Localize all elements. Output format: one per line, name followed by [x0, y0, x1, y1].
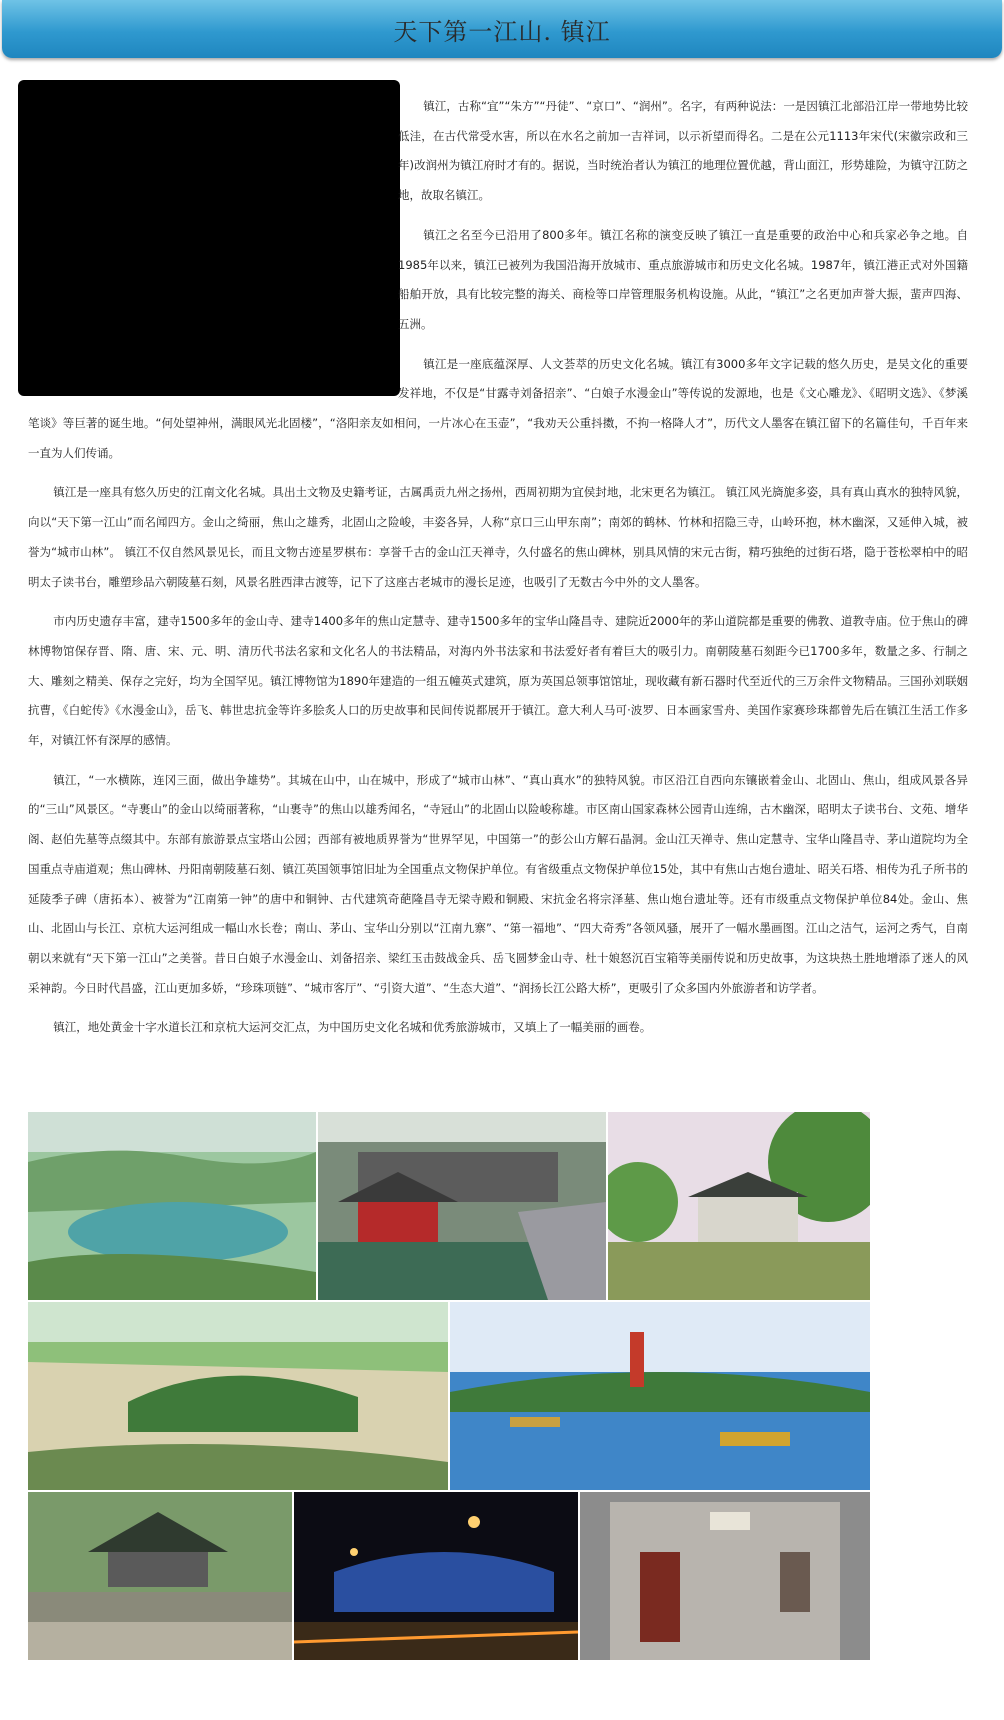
paragraph-6: 镇江，“一水横陈，连冈三面，做出争雄势”。其城在山中，山在城中，形成了“城市山林”、“真山真水”的独特风貌。市区沿江自西向东镶嵌着金山、北固山、焦山，组成风景各异的“三山”风景区。“寺裹山”的金山以绮丽著称，“山裹寺”的焦山以雄秀闻名，“寺冠山”的北固山以险峻称雄。市区南山国家森林公园青山连绵，古木幽深，昭明太子读书台、文苑、增华阁、赵伯先墓等点缀其中。东部有旅游景点宝塔山公园；西部有被地质界誉为“世界罕见，中国第一”的彭公山方解石晶洞。金山江天禅寺、焦山定慧寺、宝华山隆昌寺、茅山道院均为全国重点寺庙道观；焦山碑林、丹阳南朝陵墓石刻、镇江英国领事馆旧址为全国重点文物保护单位。有省级重点文物保护单位15处，其中有焦山古炮台遗址、昭关石塔、相传为孔子所书的延陵季子碑（唐拓本）、被誉为“江南第一钟”的唐中和铜钟、古代建筑奇葩隆昌寺无梁寺殿和铜殿、宋抗金名将宗泽墓、焦山炮台遗址等。还有市级重点文物保护单位84处。金山、焦山、北固山与长江、京杭大运河组成一幅山水长卷；南山、茅山、宝华山分别以“江南九寨”、“第一福地”、“四大奇秀”各领风骚，展开了一幅水墨画图。江山之洁气，运河之秀气，自南朝以来就有“天下第一江山”之美誉。昔日白娘子水漫金山、刘备招亲、梁红玉击鼓战金兵、岳飞圆梦金山寺、杜十娘怒沉百宝箱等美丽传说和历史故事，为这块热土胜地增添了迷人的风采神韵。今日时代昌盛，江山更加多娇，“珍珠项链”、“城市客厅”、“引资大道”、“生态大道”、“润扬长江公路大桥”，更吸引了众多国内外旅游者和访学者。: [28, 772, 968, 995]
photo-night-station: [294, 1492, 578, 1660]
paragraph-3: 镇江是一座底蕴深厚、人文荟萃的历史文化名城。镇江有3000多年文字记载的悠久历史，是吴文化的重要发祥地，不仅是“甘露寺刘备招亲”、“白娘子水漫金山”等传说的发源地，也是《文心雕龙》、《昭明文选》、《梦溪笔谈》等巨著的诞生地。“何处望神州，满眼风光北固楼”，“洛阳亲友如相问，一片冰心在玉壶”，“我劝天公重抖擞，不拘一格降人才”，历代文人墨客在镇江留下的名篇佳句，千百年来一直为人们传诵。: [28, 356, 968, 460]
paragraph-1: 镇江，古称“宜”“朱方”“丹徒”、“京口”、“润州”。名字，有两种说法：一是因镇江北部沿江岸一带地势比较低洼，在古代常受水害，所以在水名之前加一吉祥词，以示祈望而得名。二是在公元1113年宋代(宋徽宗政和三年)改润州为镇江府时才有的。据说，当时统治者认为镇江的地理位置优越，背山面江，形势雄险，为镇守江防之地，故取名镇江。: [398, 99, 968, 203]
photo-garden-lake: [608, 1112, 870, 1300]
photo-pagoda-boats: [450, 1302, 870, 1490]
paragraph-5: 市内历史遗存丰富，建寺1500多年的金山寺、建寺1400多年的焦山定慧寺、建寺1500多年的宝华山隆昌寺、建院近2000年的茅山道院都是重要的佛教、道教寺庙。位于焦山的碑林博物馆保存晋、隋、唐、宋、元、明、清历代书法名家和文化名人的书法精品，对海内外书法家和书法爱好者有着巨大的吸引力。南朝陵墓石刻距今已1700多年，数量之多、行制之大、雕刻之精美、保存之完好，均为全国罕见。镇江博物馆为1890年建造的一组五幢英式建筑，原为英国总领事馆馆址，现收藏有新石器时代至近代的三万余件文物精品。三国孙刘联姻抗曹，《白蛇传》《水漫金山》，岳飞、韩世忠抗金等许多脍炙人口的历史故事和民间传说都展开于镇江。意大利人马可·波罗、日本画家雪舟、美国作家赛珍珠都曾先后在镇江生活工作多年，对镇江怀有深厚的感情。: [28, 614, 968, 748]
photo-gallery: [28, 1112, 952, 1712]
paragraph-2: 镇江之名至今已沿用了800多年。镇江名称的演变反映了镇江一直是重要的政治中心和兵家必争之地。自1985年以来，镇江已被列为我国沿海开放城市、重点旅游城市和历史文化名城。1987年，镇江港正式对外国籍船舶开放，具有比较完整的海关、商检等口岸管理服务机构设施。从此，“镇江”之名更加声誉大振，蜚声四海、五洲。: [398, 227, 968, 331]
photo-historic-building: [580, 1492, 870, 1660]
paragraph-7: 镇江，地处黄金十字水道长江和京杭大运河交汇点，为中国历史文化名城和优秀旅游城市，又填上了一幅美丽的画卷。: [53, 1020, 652, 1035]
page-title: 天下第一江山. 镇江: [393, 17, 611, 46]
photo-pavilion-pond: [318, 1112, 606, 1300]
photo-old-street-pavilion: [28, 1492, 292, 1660]
photo-city-lake: [28, 1112, 316, 1300]
title-bar: [2, 0, 1002, 58]
paragraph-4: 镇江是一座具有悠久历史的江南文化名城。具出土文物及史籍考证，古属禹贡九州之扬州，西周初期为宜侯封地，北宋更名为镇江。 镇江风光旖旎多姿，具有真山真水的独特风貌，向以“天下第一江山”而名闻四方。金山之绮丽，焦山之雄秀，北固山之险峻，丰姿各异，人称“京口三山甲东南”；南郊的鹤林、竹林和招隐三寺，山岭环抱，林木幽深，又延伸入城，被誉为“城市山林”。 镇江不仅自然风景见长，而且文物古迹星罗棋布：享誉千古的金山江天禅寺，久付盛名的焦山碑林，别具风情的宋元古街，精巧独绝的过街石塔，隐于苍松翠柏中的昭明太子读书台，雕塑珍品六朝陵墓石刻，风景名胜西津古渡等，记下了这座古老城市的漫长足迹，也吸引了无数古今中外的文人墨客。: [28, 485, 968, 589]
article-body: [28, 92, 968, 1053]
photo-river-island: [28, 1302, 448, 1490]
